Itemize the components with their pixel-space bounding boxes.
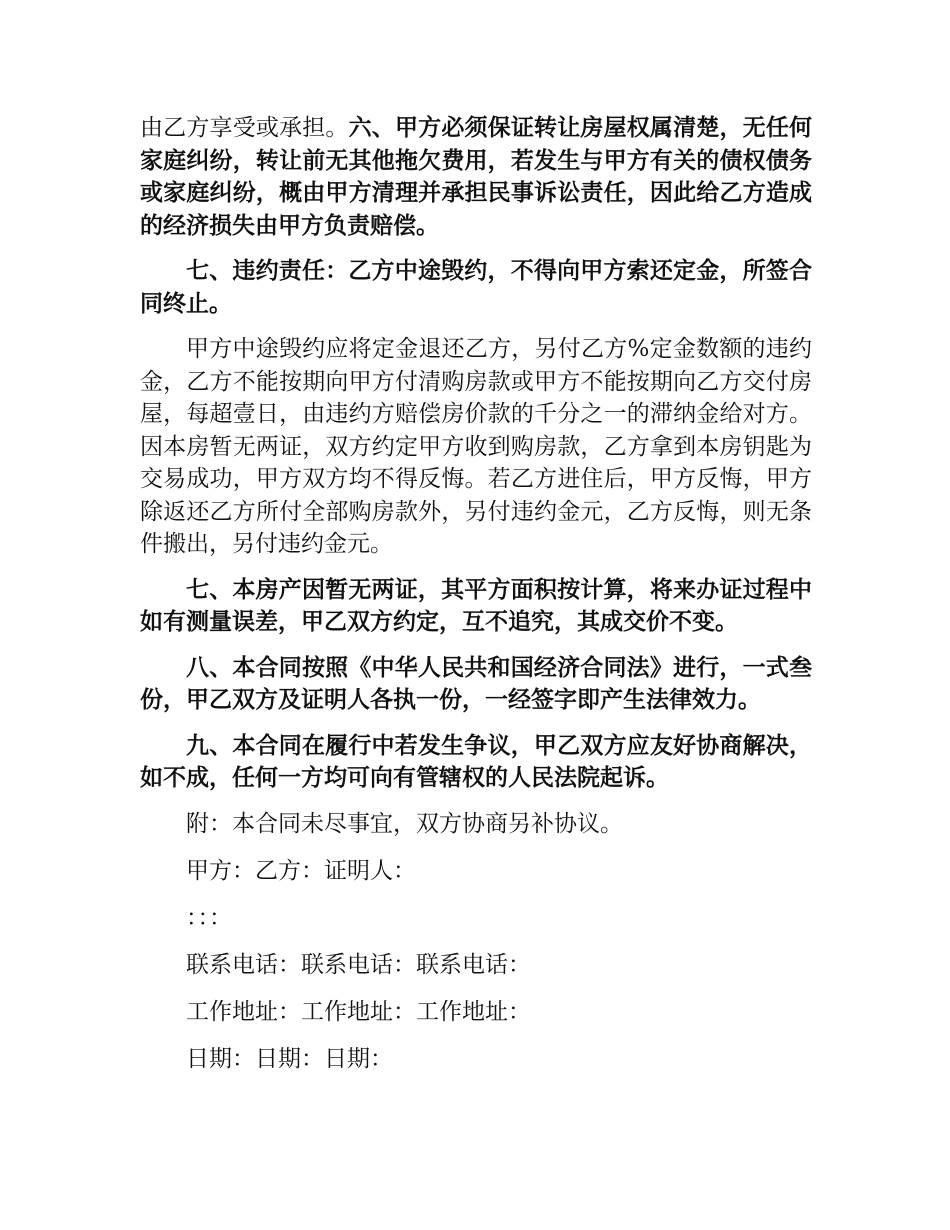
signature-dates-line: 日期：日期：日期： — [186, 1045, 393, 1072]
paragraph-clause-7-area — [140, 574, 812, 639]
signature-parties-line: 甲方：乙方：证明人： — [186, 857, 416, 884]
appendix-note: 附：本合同未尽事宜，双方协商另补协议。 — [186, 810, 623, 837]
paragraph-clause-7-liability — [140, 255, 812, 320]
clause-7-area-text: 七、本房产因暂无两证，其平方面积按计算，将来办证过程中如有测量误差，甲乙双方约定，互不追究，其成交价不变。 — [140, 575, 812, 635]
breach-details-text: 甲方中途毁约应将定金退还乙方，另付乙方%定金数额的违约金，乙方不能按期向甲方付清购房款或甲方不能按期向乙方交付房屋，每超壹日，由违约方赔偿房价款的千分之一的滞纳金给对方。因本房暂无两证，双方约定甲方收到购房款，乙方拿到本房钥匙为交易成功，甲方双方均不得反悔。若乙方进住后，甲方反悔，甲方除返还乙方所付全部购房款外，另付违约金元，乙方反悔，则无条件搬出，另付违约金元。 — [140, 336, 812, 557]
signature-addresses-line: 工作地址：工作地址：工作地址： — [186, 998, 531, 1025]
clause-8-text: 八、本合同按照《中华人民共和国经济合同法》进行，一式叁份，甲乙双方及证明人各执一份，一经签字即产生法律效力。 — [140, 653, 812, 713]
clause-7-liability-text: 七、违约责任：乙方中途毁约，不得向甲方索还定金，所签合同终止。 — [140, 257, 812, 317]
document-page — [140, 112, 812, 1090]
clause-6-text: 六、甲方必须保证转让房屋权属清楚，无任何家庭纠纷，转让前无其他拖欠费用，若发生与甲方有关的债权债务或家庭纠纷，概由甲方清理并承担民事诉讼责任，因此给乙方造成的经济损失由甲方负责赔偿。 — [140, 114, 813, 239]
signature-phones-line: 联系电话：联系电话：联系电话： — [186, 951, 531, 978]
paragraph-clause-8 — [140, 652, 812, 717]
paragraph-clause-6 — [140, 112, 812, 242]
clause-9-text: 九、本合同在履行中若发生争议，甲乙双方应友好协商解决，如不成，任何一方均可向有管辖权的人民法院起诉。 — [140, 731, 812, 791]
signature-colons-line: ：：： — [186, 904, 232, 931]
paragraph-clause-9 — [140, 730, 812, 795]
paragraph-breach-details — [140, 333, 812, 561]
paragraph-continuation-text: 由乙方享受或承担。 — [140, 115, 349, 141]
